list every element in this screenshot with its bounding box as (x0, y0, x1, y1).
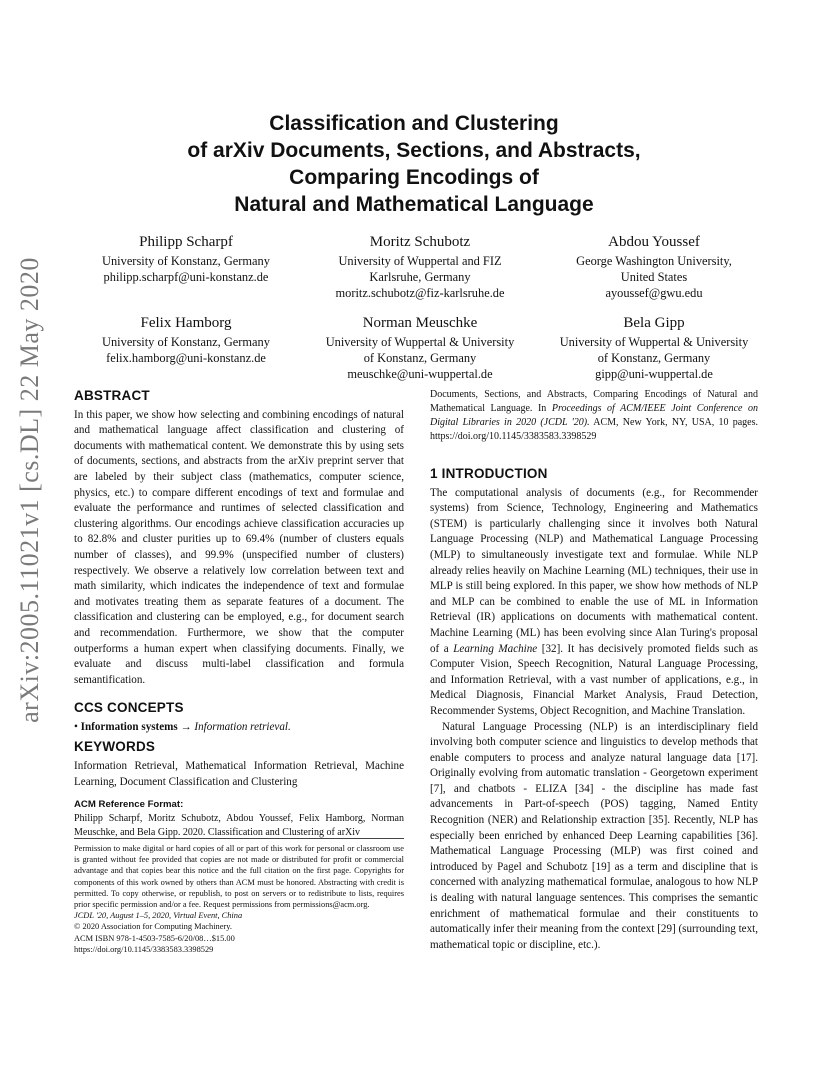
author-affiliation: University of Konstanz, Germany (102, 335, 270, 349)
acm-reference-continued (430, 388, 758, 444)
permission-notice (74, 838, 404, 955)
author-email: meuschke@uni-wuppertal.de (347, 367, 493, 381)
author-affiliation: Karlsruhe, Germany (369, 270, 471, 284)
intro-italic-term: Learning Machine (453, 642, 538, 655)
author-card (304, 232, 536, 301)
ccs-concepts-section (74, 700, 404, 735)
intro-text: The computational analysis of documents (e.g., for Recommender systems) from Science, Technology, Engineering and Mathematics (STEM) is particularly challenging since it involves both Natural Language Processing (NLP) and Mathematical Language Processing (MLP) to simultaneously investigate text and formulae. While NLP already relies heavily on Machine Learning (ML) techniques, their use in MLP is still being explored. In this paper, we show how methods of NLP and MLP can be combined to enable the use of ML in Information Retrieval (IR) applications on documents with mathematical content. Machine Learning (ML) has been evolving since Alan Turing's proposal of a (430, 486, 758, 655)
right-column (430, 388, 758, 953)
abstract-heading: ABSTRACT (74, 388, 150, 403)
ccs-heading: CCS CONCEPTS (74, 700, 184, 716)
abstract-text: In this paper, we show how selecting and combining encodings of natural and mathematical language affect classification and clustering of documents with mathematical content. We demonstrate this by using sets of documents, sections, and abstracts from the arXiv preprint server that are labeled by their subject class (mathematics, computer science, physics, etc.) to compare different encodings of text and formulae and evaluate the performance and runtimes of selected classification and clustering algorithms. Our encodings achieve classification accuracies up to 82.8% and cluster purities up to 69.4% (number of clusters equals number of classes), and 99.9% (unspecified number of clusters) respectively. We observe a relatively low correlation between text and math similarity, which indicates the independence of text and formulae and motivates treating them as separate features of a document. The classification and clustering can be employed, e.g., for document search and recommendation. Furthermore, we show that the computer outperforms a human expert when classifying documents. Finally, we evaluate and discuss multi-label classification and formula semantification. (74, 408, 404, 686)
author-affiliation: of Konstanz, Germany (597, 351, 711, 365)
ccs-concept: Information systems (80, 720, 178, 733)
author-email: moritz.schubotz@fiz-karlsruhe.de (335, 286, 505, 300)
author-card (70, 313, 302, 382)
author-card (70, 232, 302, 301)
title-line: Classification and Clustering (269, 112, 559, 135)
author-card (538, 313, 770, 382)
author-affiliation: George Washington University, (576, 254, 732, 268)
author-affiliation: University of Wuppertal & University (559, 335, 749, 349)
author-row (70, 232, 770, 301)
author-affiliation: University of Wuppertal & University (325, 335, 515, 349)
author-name: Abdou Youssef (608, 234, 700, 250)
acm-reference-proceedings: Proceedings of ACM/IEEE Joint Conference on Digital Libraries in 2020 (JCDL '20). (430, 403, 758, 428)
permission-text: Permission to make digital or hard copies of all or part of this work for personal or classroom use is granted without fee provided that copies are not made or distributed for profit or commercial advantage and that copies bear this notice and the full citation on the first page. Copyrights for components of this work owned by others than ACM must be honored. Abstracting with credit is permitted. To copy otherwise, or republish, to post on servers or to redistribute to lists, requires prior specific permission and/or a fee. Request permissions from permissions@acm.org. (74, 844, 404, 910)
title-line: Comparing Encodings of (289, 166, 539, 189)
author-affiliation: University of Konstanz, Germany (102, 254, 270, 268)
introduction-heading: 1 INTRODUCTION (430, 466, 548, 481)
ccs-arrow: → (180, 720, 192, 733)
author-row (70, 313, 770, 382)
keywords-section (74, 739, 404, 790)
author-block (70, 232, 770, 394)
arxiv-identifier: arXiv:2005.11021v1 [cs.DL] 22 May 2020 (15, 257, 44, 723)
author-affiliation: University of Wuppertal and FIZ (338, 254, 502, 268)
acm-reference-tail: ACM, New York, NY, USA, 10 pages. https://doi.org/10.1145/3383583.3398529 (430, 417, 758, 442)
introduction-paragraph: Natural Language Processing (NLP) is an interdisciplinary field involving both computer science and linguistics to develop methods that enable computers to process and analyze natural language data [17]. Originally evolving from automatic translation - Georgetown experiment [7], and chatbots - ELIZA [34] - the discipline has made fast advancements in Part-of-speech (POS) tagging, Named Entity Recognition (NER) and Relationship extraction [35]. Recently, NLP has especially been enriched by enhanced Deep Learning capabilities [36]. Mathematical Language Processing (MLP) was first coined and introduced by Pagel and Schubotz [19] as a term and discipline that is concerned with analyzing mathematical formulae, analogous to how NLP is dealing with natural language sentences. This comprises the semantic enrichment of mathematical formulae and their constituents to automatically infer their meaning from the context [29] (surrounding text, mathematical topic or discipline, etc.). (430, 720, 758, 951)
author-name: Moritz Schubotz (369, 234, 471, 250)
author-name: Philipp Scharpf (139, 234, 233, 250)
author-card (538, 232, 770, 301)
acm-reference (74, 798, 404, 840)
arxiv-identifier-stamp (0, 257, 60, 723)
doi-link[interactable]: https://doi.org/10.1145/3383583.3398529 (74, 944, 214, 954)
author-name: Felix Hamborg (140, 315, 232, 331)
left-column (74, 388, 404, 840)
ccs-item (74, 720, 404, 736)
ccs-subconcept: Information retrieval. (194, 720, 291, 733)
author-email: ayoussef@gwu.edu (605, 286, 703, 300)
author-email: gipp@uni-wuppertal.de (595, 367, 713, 381)
intro-text: [32]. It has decisively promoted fields such as Computer Vision, Speech Recognition, Natural Language Processing, and Information Retrieval, with a vast number of applications, e.g., in Medical Diagnosis, Financial Market Analysis, Fraud Detection, Recommender Systems, Object Recognition, and Machine Translation. (430, 642, 758, 717)
acm-reference-label: ACM Reference Format: (74, 799, 184, 811)
keywords-heading: KEYWORDS (74, 739, 156, 755)
ccs-bullet: • (74, 720, 78, 733)
isbn-line: ACM ISBN 978-1-4503-7585-6/20/08…$15.00 (74, 933, 235, 943)
author-card (304, 313, 536, 382)
paper-title (100, 110, 728, 218)
author-name: Norman Meuschke (362, 315, 478, 331)
copyright-line: © 2020 Association for Computing Machinery. (74, 922, 232, 932)
author-affiliation: of Konstanz, Germany (363, 351, 477, 365)
author-email: felix.hamborg@uni-konstanz.de (106, 351, 266, 365)
acm-reference-continued-text: Documents, Sections, and Abstracts, Comparing Encodings of Natural and Mathematical Language. In (430, 389, 758, 414)
author-affiliation: United States (620, 270, 688, 284)
author-name: Bela Gipp (623, 315, 685, 331)
acm-reference-text: Philipp Scharpf, Moritz Schubotz, Abdou Youssef, Felix Hamborg, Norman Meuschke, and Bela Gipp. 2020. Classification and Clustering of arXiv (74, 813, 404, 839)
title-line: of arXiv Documents, Sections, and Abstracts, (187, 139, 641, 162)
title-line: Natural and Mathematical Language (234, 193, 594, 216)
keywords-text: Information Retrieval, Mathematical Information Retrieval, Machine Learning, Document Classification and Clustering (74, 760, 404, 788)
conference-info: JCDL '20, August 1–5, 2020, Virtual Event, China (74, 911, 243, 921)
author-email: philipp.scharpf@uni-konstanz.de (103, 270, 269, 284)
introduction-paragraph (430, 486, 758, 720)
